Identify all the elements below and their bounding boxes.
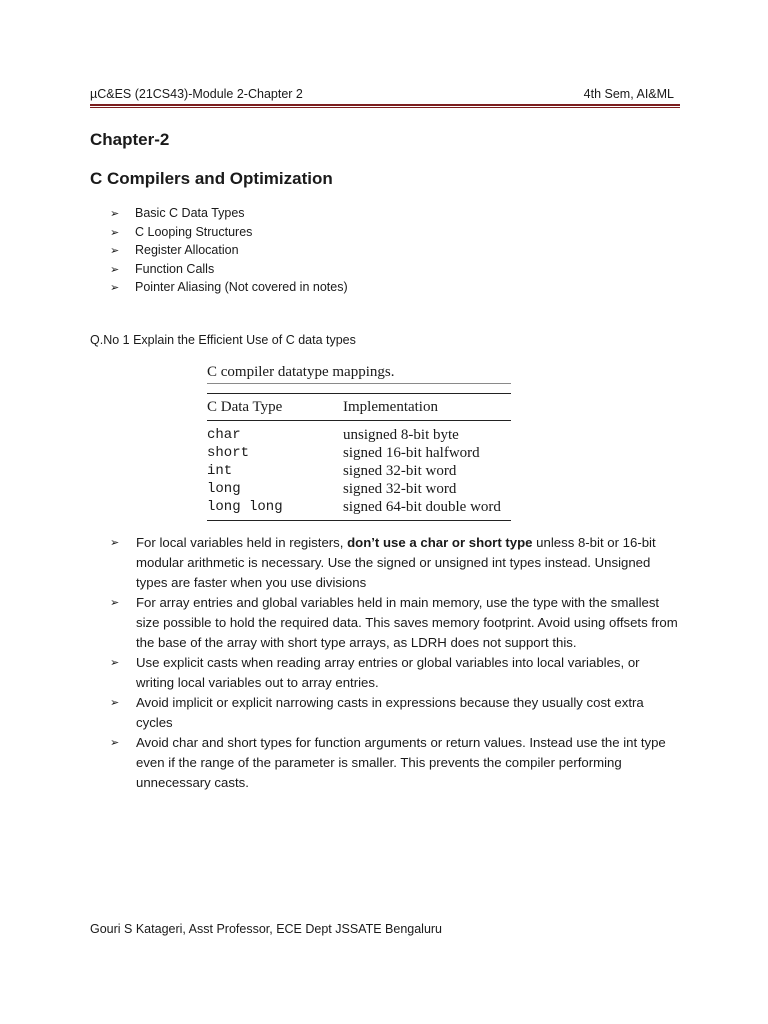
bullet-text: Avoid implicit or explicit narrowing casts in expressions because they usually cost extra cycles bbox=[136, 695, 644, 730]
topic-label: Register Allocation bbox=[135, 243, 239, 257]
arrow-bullet-icon: ➢ bbox=[110, 697, 120, 709]
topic-label: Pointer Aliasing (Not covered in notes) bbox=[135, 280, 348, 294]
arrow-bullet-icon: ➢ bbox=[110, 263, 120, 276]
header-course-title: µC&ES (21CS43)-Module 2-Chapter 2 bbox=[90, 87, 303, 101]
topic-label: Function Calls bbox=[135, 261, 215, 276]
bullet-emphasis: don’t use a char or short type bbox=[347, 535, 533, 550]
list-item bbox=[110, 204, 348, 223]
topic-list bbox=[110, 204, 348, 297]
cell-implementation: signed 64-bit double word bbox=[343, 498, 511, 521]
table-row bbox=[207, 480, 511, 498]
list-item bbox=[110, 533, 680, 593]
list-item bbox=[110, 260, 348, 279]
cell-implementation: signed 16-bit halfword bbox=[343, 445, 480, 461]
header-semester: 4th Sem, AI&ML bbox=[583, 87, 674, 101]
topic-label: Basic C Data Types bbox=[135, 206, 245, 220]
cell-type: short bbox=[207, 445, 250, 461]
bullet-text: Use explicit casts when reading array entries or global variables into local variables, or writing local variables out to array entries. bbox=[136, 655, 640, 690]
arrow-bullet-icon: ➢ bbox=[110, 537, 120, 549]
cell-implementation: signed 32-bit word bbox=[343, 463, 457, 479]
table-header-row bbox=[207, 394, 511, 421]
list-item bbox=[110, 278, 348, 297]
arrow-bullet-icon: ➢ bbox=[110, 208, 120, 220]
bullet-text: unless 8-bit or 16-bit modular arithmetic is necessary. Use the signed or unsigned int types instead. Unsigned types are faster when you use divisions bbox=[136, 535, 656, 590]
table-row bbox=[207, 462, 511, 480]
bullet-text: Avoid char and short types for function arguments or return values. Instead use the int type even if the range of the parameter is smaller. This prevents the compiler performing unnecessary casts. bbox=[136, 735, 666, 790]
list-item bbox=[110, 241, 348, 260]
bullet-text: For local variables held in registers, bbox=[136, 535, 348, 550]
list-item bbox=[110, 653, 680, 693]
header-rule-thick bbox=[90, 104, 680, 106]
table-row bbox=[207, 498, 511, 521]
guideline-list bbox=[110, 533, 680, 793]
list-item bbox=[110, 223, 348, 242]
list-item bbox=[110, 733, 680, 793]
table-row bbox=[207, 421, 511, 445]
column-header-c-data-type: C Data Type bbox=[207, 398, 283, 415]
section-title: C Compilers and Optimization bbox=[90, 169, 333, 188]
cell-type: long bbox=[207, 481, 241, 497]
table-row bbox=[207, 444, 511, 462]
arrow-bullet-icon: ➢ bbox=[110, 597, 120, 609]
cell-implementation: unsigned 8-bit byte bbox=[343, 427, 459, 443]
arrow-bullet-icon: ➢ bbox=[110, 657, 120, 669]
question-heading: Q.No 1 Explain the Efficient Use of C data types bbox=[90, 333, 356, 347]
header-rule-thin bbox=[90, 107, 680, 108]
arrow-bullet-icon: ➢ bbox=[110, 737, 120, 749]
bullet-text: For array entries and global variables held in main memory, use the type with the smallest size possible to hold the required data. This saves memory footprint. Avoid using offsets from the base of the array with short type arrays, as LDRH does not support this. bbox=[136, 595, 678, 650]
topic-label: C Looping Structures bbox=[135, 224, 253, 239]
datatype-table bbox=[207, 393, 511, 521]
list-item bbox=[110, 693, 680, 733]
datatype-table-figure bbox=[207, 362, 511, 521]
table-caption: C compiler datatype mappings. bbox=[207, 362, 511, 384]
list-item bbox=[110, 593, 680, 653]
page-footer: Gouri S Katageri, Asst Professor, ECE Dept JSSATE Bengaluru bbox=[90, 922, 443, 936]
cell-implementation: signed 32-bit word bbox=[343, 481, 457, 497]
chapter-title: Chapter-2 bbox=[90, 130, 170, 149]
arrow-bullet-icon: ➢ bbox=[110, 226, 120, 239]
arrow-bullet-icon: ➢ bbox=[110, 282, 120, 294]
arrow-bullet-icon: ➢ bbox=[110, 245, 120, 257]
column-header-implementation: Implementation bbox=[343, 398, 438, 415]
cell-type: char bbox=[207, 427, 241, 443]
cell-type: long long bbox=[207, 498, 343, 521]
cell-type: int bbox=[207, 463, 233, 479]
